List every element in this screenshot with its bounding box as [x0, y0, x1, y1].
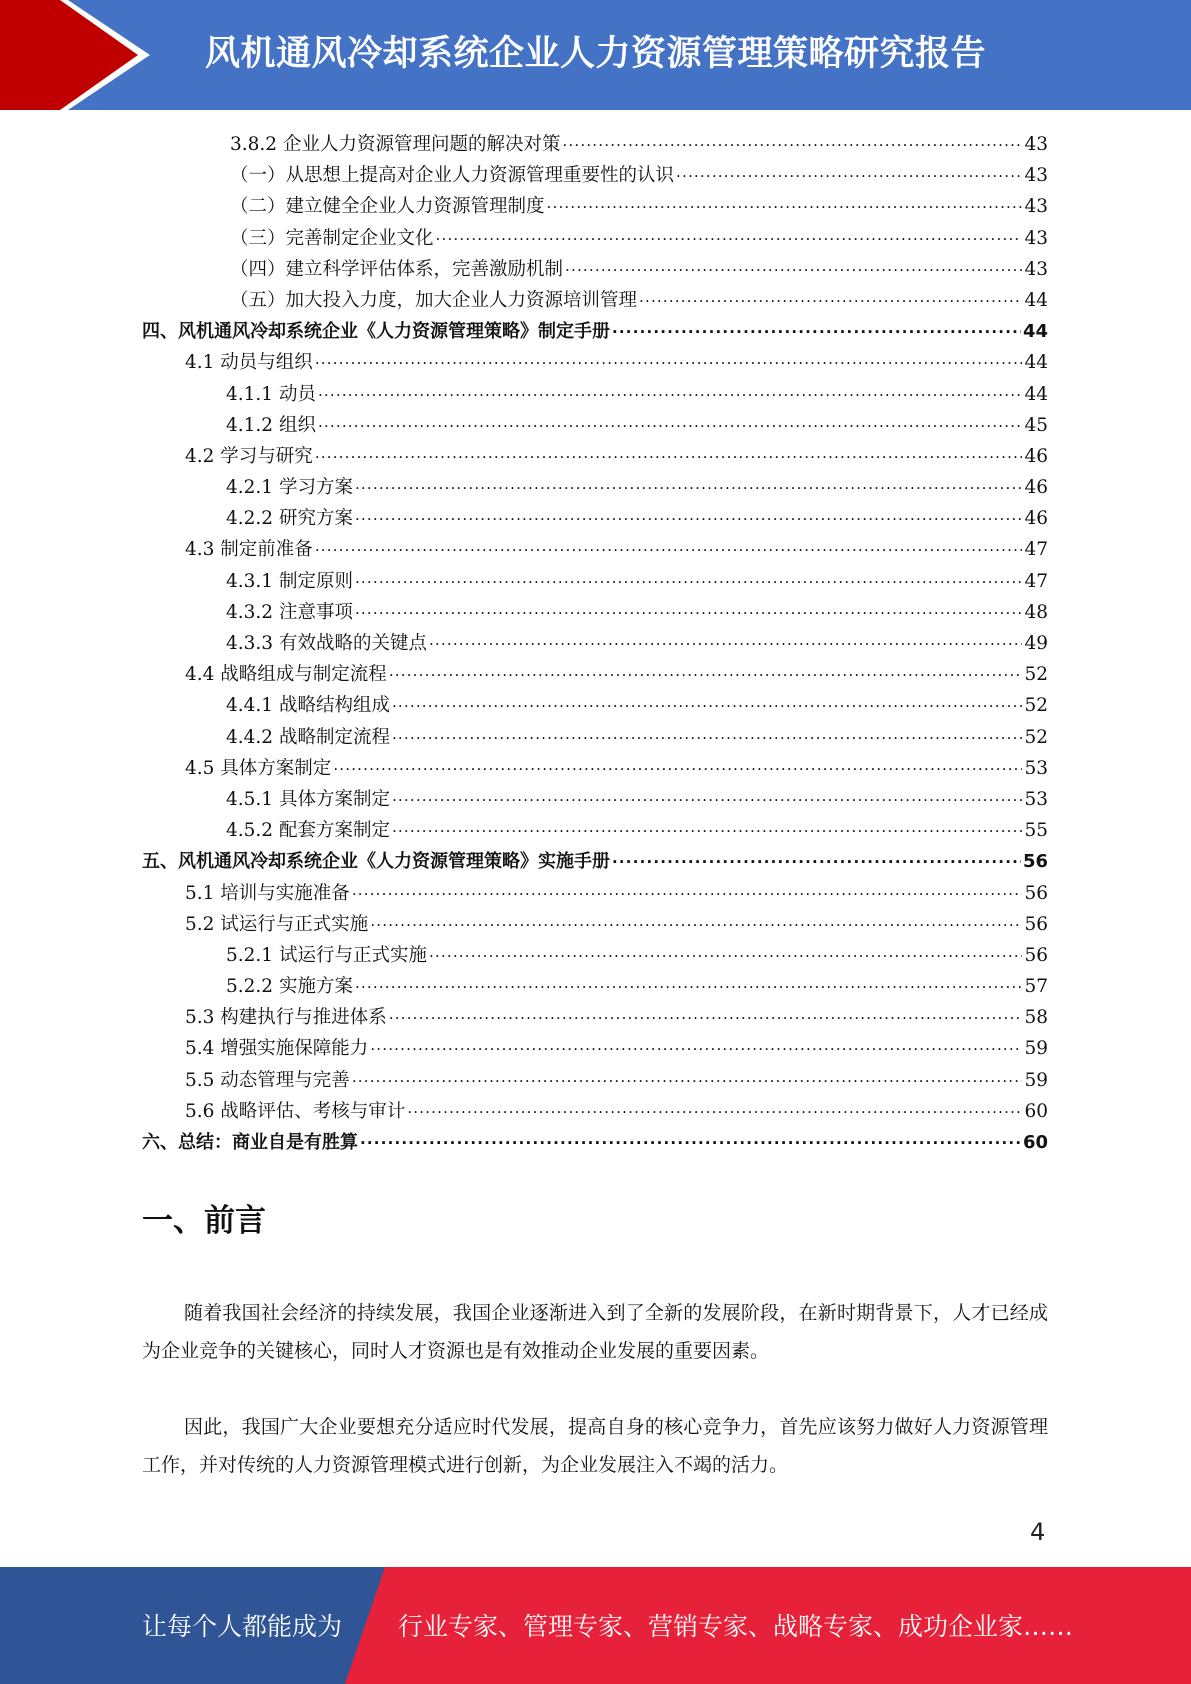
paragraph: 因此，我国广大企业要想充分适应时代发展，提高自身的核心竞争力，首先应该努力做好人力资源管理工作，并对传统的人力资源管理模式进行创新，为企业发展注入不竭的活力。: [142, 1416, 1048, 1476]
toc-entry-label: 4.2 学习与研究: [185, 445, 313, 467]
toc-entry-page: 59: [1024, 1038, 1048, 1060]
toc-dot-leader: [315, 530, 1023, 561]
toc-entry-label: 5.2.1 试运行与正式实施: [226, 944, 427, 966]
toc-dot-leader: [389, 655, 1023, 686]
toc-dot-leader: [355, 468, 1023, 499]
toc-entry-page: 45: [1024, 414, 1048, 436]
toc-entry-label: 4.3.2 注意事项: [226, 601, 353, 623]
toc-entry-page: 52: [1024, 664, 1048, 686]
toc-entry-page: 55: [1024, 820, 1048, 842]
toc-dot-leader: [392, 811, 1022, 842]
toc-entry-page: 46: [1024, 477, 1048, 499]
toc-dot-leader: [352, 1061, 1023, 1092]
toc-entry-label: 4.4.2 战略制定流程: [226, 726, 390, 748]
toc-dot-leader: [562, 125, 1022, 156]
toc-dot-leader: [392, 718, 1022, 749]
toc-entry-label: 4.2.2 研究方案: [226, 508, 353, 530]
toc-dot-leader: [318, 375, 1023, 406]
toc-entry-label: （一）从思想上提高对企业人力资源管理重要性的认识: [230, 165, 675, 187]
toc-entry-label: 4.1.1 动员: [226, 383, 316, 405]
toc-entry-page: 56: [1022, 851, 1048, 873]
toc-entry-page: 46: [1024, 508, 1048, 530]
toc-entry-label: 5.5 动态管理与完善: [185, 1069, 350, 1091]
toc-entry-page: 43: [1024, 196, 1048, 218]
paragraph: 随着我国社会经济的持续发展，我国企业逐渐进入到了全新的发展阶段，在新时期背景下，人才已经成为企业竞争的关键核心，同时人才资源也是有效推动企业发展的重要因素。: [142, 1302, 1048, 1362]
toc-entry-page: 43: [1024, 134, 1048, 155]
toc-entry-label: 4.2.1 学习方案: [226, 477, 353, 499]
toc-entry-page: 44: [1024, 383, 1048, 405]
toc-entry-label: 4.5 具体方案制定: [185, 757, 332, 779]
toc-dot-leader: [639, 281, 1022, 312]
toc-entry-page: 59: [1024, 1069, 1048, 1091]
toc-entry-label: （二）建立健全企业人力资源管理制度: [230, 196, 545, 218]
page-footer: [0, 1567, 1191, 1684]
toc-entry-page: 56: [1024, 882, 1048, 904]
toc-entry-label: 五、风机通风冷却系统企业《人力资源管理策略》实施手册: [142, 851, 610, 873]
toc-dot-leader: [429, 624, 1022, 655]
page-header: [0, 0, 1191, 110]
toc-dot-leader: [352, 874, 1023, 905]
toc-entry-label: 四、风机通风冷却系统企业《人力资源管理策略》制定手册: [142, 321, 610, 343]
toc-entry-label: 4.1 动员与组织: [185, 352, 313, 374]
toc-dot-leader: [565, 250, 1022, 281]
toc-dot-leader: [318, 406, 1023, 437]
toc-entry-label: 4.4 战略组成与制定流程: [185, 664, 387, 686]
toc-dot-leader: [392, 780, 1022, 811]
toc-entry-label: （三）完善制定企业文化: [230, 227, 434, 249]
toc-entry-page: 44: [1024, 289, 1048, 311]
toc-dot-leader: [676, 156, 1022, 187]
toc-dot-leader: [436, 219, 1023, 250]
toc-entry-page: 57: [1024, 976, 1048, 998]
toc-entry-page: 44: [1024, 352, 1048, 374]
toc-dot-leader: [355, 562, 1023, 593]
toc-entry-label: 4.3.3 有效战略的关键点: [226, 633, 427, 654]
toc-entry-page: 47: [1024, 539, 1048, 561]
toc-dot-leader: [370, 905, 1022, 936]
section-heading: 一、前言: [142, 1203, 266, 1239]
toc-entry-page: 60: [1024, 1100, 1048, 1122]
toc-dot-leader: [547, 187, 1023, 218]
header-arrow-decoration: [0, 0, 160, 110]
table-of-contents: [142, 129, 1048, 1158]
toc-entry-page: 53: [1024, 788, 1048, 810]
toc-dot-leader: [407, 1092, 1022, 1123]
toc-dot-leader: [355, 967, 1023, 998]
toc-entry-label: 5.3 构建执行与推进体系: [185, 1007, 387, 1029]
toc-entry-page: 49: [1024, 633, 1048, 654]
toc-dot-leader: [360, 1123, 1021, 1154]
toc-entry-label: 4.5.1 具体方案制定: [226, 788, 390, 810]
toc-dot-leader: [333, 749, 1022, 780]
toc-entry-page: 43: [1024, 165, 1048, 187]
toc-dot-leader: [315, 437, 1023, 468]
toc-entry-page: 44: [1022, 321, 1048, 343]
toc-entry-page: 52: [1024, 695, 1048, 717]
toc-entry-label: 六、总结：商业自是有胜算: [142, 1132, 358, 1153]
toc-entry-page: 52: [1024, 726, 1048, 748]
toc-dot-leader: [612, 842, 1021, 873]
toc-entry-page: 43: [1024, 258, 1048, 280]
toc-dot-leader: [392, 686, 1022, 717]
toc-entry-label: 4.4.1 战略结构组成: [226, 695, 390, 717]
toc-dot-leader: [355, 593, 1023, 624]
toc-entry-label: （四）建立科学评估体系，完善激励机制: [230, 258, 564, 280]
toc-entry-label: 4.3 制定前准备: [185, 539, 313, 561]
toc-entry-page: 46: [1024, 445, 1048, 467]
toc-entry-label: 5.4 增强实施保障能力: [185, 1038, 369, 1060]
toc-dot-leader: [355, 499, 1023, 530]
report-title: 风机通风冷却系统企业人力资源管理策略研究报告: [205, 34, 987, 74]
footer-slogan-right: 行业专家、管理专家、营销专家、战略专家、成功企业家……: [398, 1612, 1074, 1641]
toc-entry-label: 5.1 培训与实施准备: [185, 882, 350, 904]
toc-entry-label: 4.5.2 配套方案制定: [226, 820, 390, 842]
toc-entry-page: 53: [1024, 757, 1048, 779]
toc-entry-page: 43: [1024, 227, 1048, 249]
toc-entry-page: 60: [1022, 1132, 1048, 1153]
toc-entry-label: 5.6 战略评估、考核与审计: [185, 1100, 406, 1122]
toc-entry-page: 47: [1024, 570, 1048, 592]
toc-dot-leader: [612, 312, 1021, 343]
toc-dot-leader: [429, 936, 1022, 967]
toc-dot-leader: [315, 343, 1023, 374]
toc-entry[interactable]: [142, 1127, 1048, 1158]
toc-entry-page: 48: [1024, 601, 1048, 623]
toc-entry-label: 5.2 试运行与正式实施: [185, 913, 369, 935]
toc-dot-leader: [389, 998, 1023, 1029]
toc-entry-label: 4.1.2 组织: [226, 414, 316, 436]
toc-entry-label: （五）加大投入力度，加大企业人力资源培训管理: [230, 289, 638, 311]
toc-entry-label: 5.2.2 实施方案: [226, 976, 353, 998]
toc-entry-page: 58: [1024, 1007, 1048, 1029]
toc-entry-label: 4.3.1 制定原则: [226, 570, 353, 592]
page-number: 4: [1030, 1518, 1046, 1546]
footer-slogan-left: 让每个人都能成为: [142, 1612, 343, 1641]
toc-entry-page: 56: [1024, 913, 1048, 935]
toc-entry-page: 56: [1024, 944, 1048, 966]
toc-entry-label: 3.8.2 企业人力资源管理问题的解决对策: [230, 134, 561, 155]
toc-dot-leader: [370, 1029, 1022, 1060]
